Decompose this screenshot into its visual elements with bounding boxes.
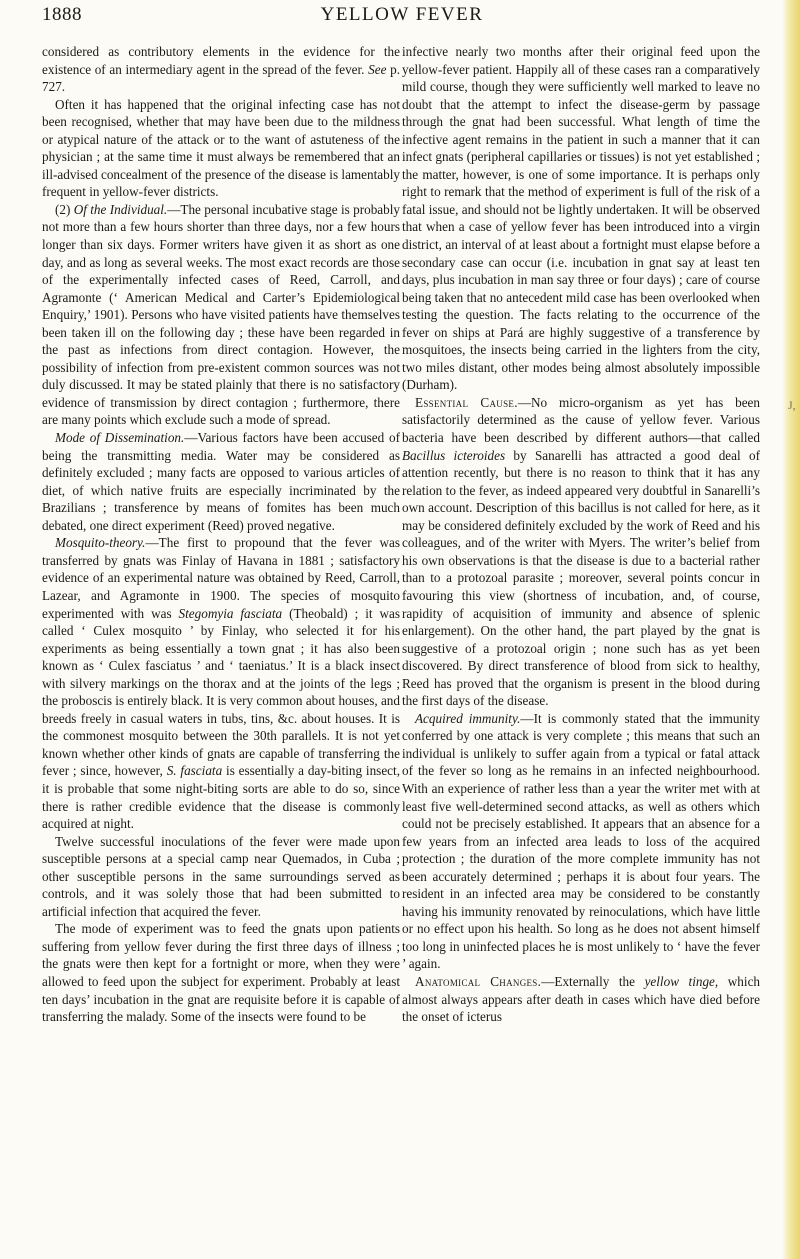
page-header bbox=[42, 2, 762, 30]
text-run: p. 727. bbox=[42, 61, 400, 95]
paragraph bbox=[42, 920, 400, 1025]
paragraph bbox=[402, 973, 760, 1026]
page-edge-shading bbox=[782, 0, 800, 1259]
left-column bbox=[42, 43, 400, 1026]
paragraph bbox=[42, 429, 400, 534]
right-column bbox=[402, 43, 760, 1026]
section-heading: Acquired immunity. bbox=[415, 710, 521, 726]
text-run: The mode of experiment was to feed the gnats upon patients suffering from yellow fever during the first three days of illness ; the gnats were then kept for a fortnight or more, when they were allowed to feed upon the subject for experiment. Probably at least ten days’ incubation in the gnat are requisite before it is capable of transferring the malady. Some of the insects were found to be bbox=[42, 921, 400, 1025]
section-heading: Essential Cause. bbox=[415, 394, 518, 410]
text-run: which almost always appears after death in cases which have died before the onset of icterus bbox=[402, 973, 761, 1025]
species-name: Stegomyia fasciata bbox=[178, 605, 283, 621]
paragraph bbox=[42, 201, 400, 429]
text-run: —It is commonly stated that the immunity conferred by one attack is very complete ; this means that such an individual is unlikely to suffer again from a typical or fatal attack of the fever so long as he remains in an infected neighbourhood. With an experience of rather less than a year the writer met with at least five well-determined second attacks, as well as others which could not be precisely established. It appears that an absence for a few years from an infected area leads to loss of the acquired protection ; the duration of the more complete immunity has not been accurately determined ; perhaps it is about four years. The resident in an infected area may be considered to be constantly having his immunity renovated by reinoculations, which have little or no effect upon his health. So long as he does not absent himself too long in uninfected places he is most unlikely to ‘ have the fever ’ again. bbox=[402, 710, 760, 972]
margin-mark: J, bbox=[788, 398, 796, 412]
species-name: S. fasciata bbox=[166, 763, 223, 779]
text-run: —No micro-organism as yet has been satisfactorily determined as the cause of yellow fever. Various bacteria have been described by different authors—that called bbox=[402, 394, 760, 446]
paragraph bbox=[42, 43, 400, 96]
page-number: 1888 bbox=[42, 4, 82, 25]
emphasis: yellow tinge, bbox=[644, 973, 719, 989]
text-run: considered as contributory elements in the evidence for the existence of an intermediary agent in the spread of the fever. bbox=[42, 44, 400, 77]
text-run: —Various factors have been accused of being the transmitting media. Water may be considered as definitely excluded ; many facts are opposed to various articles of diet, of which native fruits are especially incriminated by the Brazilians ; transference by means of fomites has been much debated, one direct experiment (Reed) proved negative. bbox=[42, 430, 400, 533]
text-run: Twelve successful inoculations of the fever were made upon susceptible persons at a special camp near Quemados, in Cuba ; other susceptible persons in the same surroundings served as controls, and it was solely those that had been submitted to artificial infection that acquired the fever. bbox=[42, 833, 400, 919]
section-heading: Anatomical Changes. bbox=[415, 973, 542, 989]
paragraph bbox=[42, 96, 400, 201]
text-run: —Externally the bbox=[541, 973, 635, 989]
text-run: Often it has happened that the original infecting case has not been recognised, whether that may have been due to the mildness or atypical nature of the attack or to the want of astuteness of the physician ; at the same time it must always be remembered that an ill-advised concealment of the presence of the disease is lamentably frequent in yellow-fever districts. bbox=[42, 96, 400, 200]
paragraph bbox=[402, 43, 760, 394]
text-run: —The first to propound that the fever was transferred by gnats was Finlay of Havana in 1881 ; satisfactory evidence of an experimental nature was obtained by Reed, Carroll, Lazear, and Agramonte in 1900. The species of mosquito experimented with was bbox=[42, 535, 400, 621]
section-heading: Mosquito-theory. bbox=[55, 535, 146, 551]
text-run: infective nearly two months after their original feed upon the yellow-fever patient. Happily all of these cases ran a comparatively mild course, though they were sufficiently well marked to leave no doubt that the attempt to infect the disease-germ by passage through the gnat had been successful. What length of time the infective agent remains in the patient in such a manner that it can infect gnats (peripheral capillaries or tissues) is not yet established ; the matter, however, is one of some importance. It is perhaps only right to remark that the method of experiment is full of the risk of a fatal issue, and should not be lightly undertaken. It will be observed that when a case of yellow fever has been introduced into a virgin district, an interval of at least about a fortnight must elapse before a secondary case can occur (i.e. incubation in gnat say at least ten days, plus incubation in man say three or four days) ; care of course being taken that no antecedent mild case has been overlooked when testing the question. The facts relating to the occurrence of the fever on ships at Pará are highly suggestive of a transference by mosquitoes, the insects being carried in the lighters from the city, two miles distant, other modes being almost absolutely impossible (Durham). bbox=[402, 44, 760, 393]
section-number: (2) bbox=[55, 201, 71, 217]
paragraph bbox=[402, 394, 760, 710]
section-heading: Of the Individual. bbox=[73, 201, 168, 217]
paragraph bbox=[402, 710, 760, 973]
text-run: by Sanarelli has attracted a good deal of attention recently, but there is no reason to think that it has any relation to the fever, as indeed appeared very doubtful in Sanarelli’s own account. Description of this bacillus is not called for here, as it may be considered definitely excluded by the work of Reed and his colleagues, and of the writer with Myers. The writer’s belief from his own observations is that the disease is due to a bacterial rather than to a protozoal parasite ; moreover, several points concur in favouring this view (shortness of incubation, and, of course, rapidity of acquisition of immunity and absence of splenic enlargement). On the other hand, the part played by the gnat is suggestive of a protozoal origin ; none such has as yet been discovered. By direct transference of blood from sick to healthy, Reed has proved that the organism is present in the blood during the first days of the disease. bbox=[402, 447, 760, 709]
text-run: —The personal incubative stage is probably not more than a few hours shorter than three days, nor a few hours longer than six days. Former writers have given it as short as one day, and as long as several weeks. The most exact records are those of the experimentally infected cases of Reed, Carroll, and Agramonte (‘ American Medical and Carter’s Epidemiological Enquiry,’ 1901). Persons who have visited patients have themselves been taken ill on the following day ; these have been regarded in the past as infections from direct contagion. However, the possibility of infection from pre-existent common sources was not duly discussed. It may be stated plainly that there is no satisfactory evidence of transmission by direct contagion ; furthermore, there are many points which exclude such a mode of spread. bbox=[42, 201, 400, 428]
paragraph bbox=[42, 833, 400, 921]
text-run: is essentially a day-biting insect, it is probable that some night-biting sorts are able to do so, since there is rather credible evidence that the disease is commonly acquired at night. bbox=[42, 763, 400, 832]
paragraph bbox=[42, 534, 400, 832]
section-heading: Mode of Dissemination. bbox=[55, 430, 185, 446]
see-reference: See bbox=[368, 61, 387, 77]
text-run: (Theobald) ; it was called ‘ Culex mosquito ’ by Finlay, who selected it for his experiments as being essentially a town gnat ; it has also been known as ‘ Culex fasciatus ’ and ‘ taeniatus.’ It is a black insect with silvery markings on the thorax and at the joints of the legs ; the proboscis is entirely black. It is very common about houses, and breeds freely in casual waters in tubs, tins, &c. about houses. It is the commonest mosquito between the 30th parallels. It is not yet known whether other kinds of gnats are capable of transferring the fever ; since, however, bbox=[42, 605, 400, 779]
species-name: Bacillus icteroides bbox=[402, 447, 506, 463]
running-title: YELLOW FEVER bbox=[320, 4, 484, 25]
